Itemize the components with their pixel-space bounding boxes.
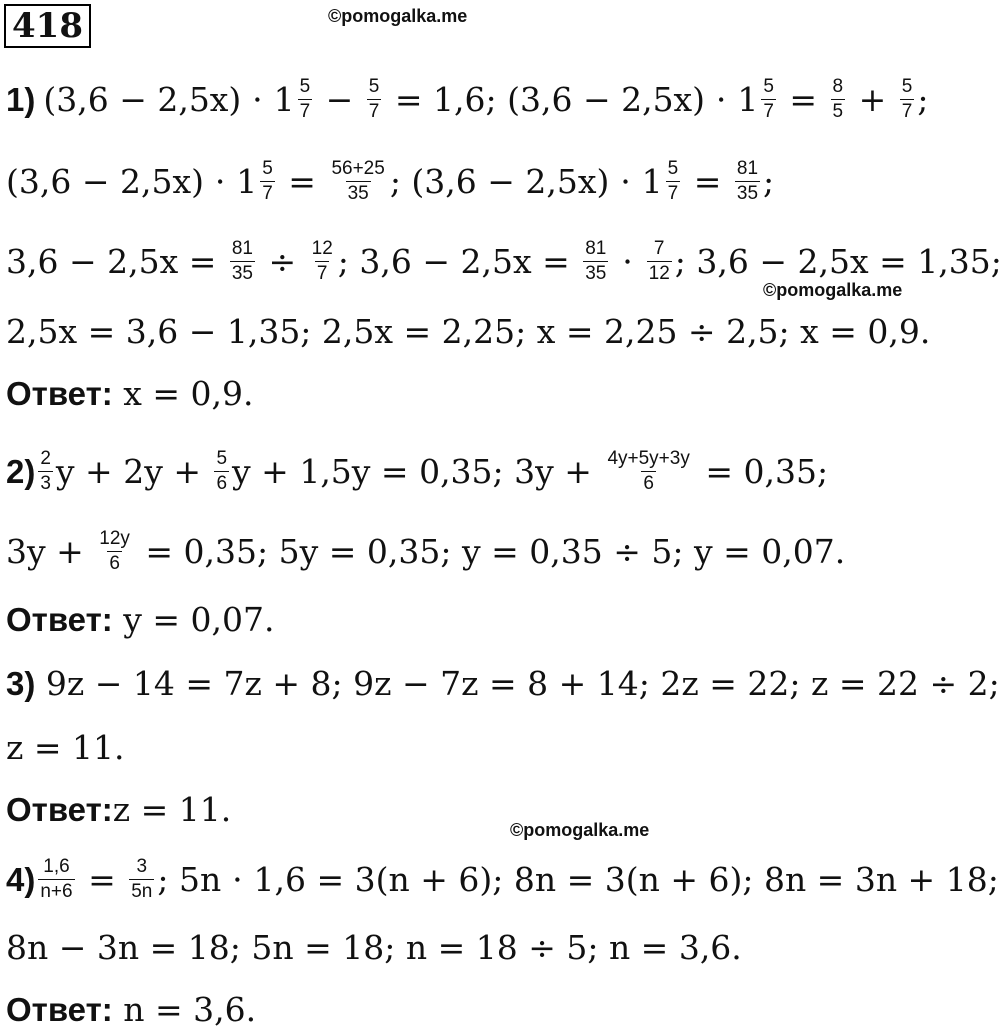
watermark: ©pomogalka.me (510, 820, 650, 840)
fraction: $\frac{5}{7}$ (299, 76, 311, 122)
problem-4-line-1: 4) $\frac{1,6}{n+6}$ = $\frac{3}{5n}$ ; 5n ⋅ 1,6 = 3(n + 6); 8n = 3(n + 6); 8n = 3n + 18; (6, 856, 999, 902)
watermark: ©pomogalka.me (763, 280, 903, 300)
fraction: $\frac{4y+5y+3y}{6}$ (607, 448, 690, 494)
answer-label: Ответ: (6, 791, 113, 828)
fraction: $\frac{56+25}{35}$ (331, 158, 385, 204)
problem-label: 2) (6, 452, 36, 490)
answer-label: Ответ: (6, 601, 113, 638)
watermark: ©pomogalka.me (328, 6, 468, 26)
problem-label: 1) (6, 80, 36, 118)
fraction: $\frac{7}{12}$ (648, 238, 670, 284)
fraction: $\frac{1,6}{n+6}$ (40, 856, 73, 902)
fraction: $\frac{8}{5}$ (832, 76, 844, 122)
fraction: $\frac{12}{7}$ (311, 238, 333, 284)
problem-4-answer: Ответ: n = 3,6. (6, 990, 257, 1029)
fraction: $\frac{81}{35}$ (736, 158, 759, 204)
fraction: $\frac{5}{6}$ (216, 448, 228, 494)
fraction: $\frac{5}{7}$ (262, 158, 273, 204)
fraction: $\frac{5}{7}$ (901, 76, 913, 122)
answer-label: Ответ: (6, 375, 113, 412)
problem-2-line-1: 2) $\frac{2}{3}$ y + 2y + $\frac{5}{6}$ y + 1,5y = 0,35; 3y + $\frac{4y+5y+3y}{6}$ = 0,35; (6, 448, 829, 494)
problem-3-answer: Ответ: z = 11. (6, 790, 232, 829)
problem-2-line-2: 3y + $\frac{12y}{6}$ = 0,35; 5y = 0,35; y = 0,35 ÷ 5; y = 0,07. (6, 528, 846, 574)
problem-1-line-1: 1) (3,6 − 2,5x) ⋅ 1 $\frac{5}{7}$ − $\frac{5}{7}$ = 1,6; (3,6 − 2,5x) ⋅ 1 $\frac{5}{7}$ = $\frac{8}{5}$ + $\frac{5}{7}$ ; (6, 76, 929, 122)
problem-1-line-4: 2,5x = 3,6 − 1,35; 2,5x = 2,25; x = 2,25 ÷ 2,5; x = 0,9. (6, 312, 931, 351)
task-number: 418 (4, 4, 91, 48)
problem-2-answer: Ответ: y = 0,07. (6, 600, 275, 639)
problem-label: 4) (6, 860, 36, 898)
problem-3-line-2: z = 11. (6, 728, 125, 767)
problem-3-line-1: 3) 9z − 14 = 7z + 8; 9z − 7z = 8 + 14; 2z = 22; z = 22 ÷ 2; (6, 664, 1000, 703)
fraction: $\frac{2}{3}$ (40, 448, 51, 494)
fraction: $\frac{5}{7}$ (667, 158, 679, 204)
fraction: $\frac{3}{5n}$ (131, 856, 153, 902)
fraction: $\frac{12y}{6}$ (99, 528, 130, 574)
fraction: $\frac{81}{35}$ (231, 238, 253, 284)
fraction: $\frac{5}{7}$ (368, 76, 380, 122)
problem-1-answer: Ответ: x = 0,9. (6, 374, 254, 413)
fraction: $\frac{81}{35}$ (585, 238, 607, 284)
problem-label: 3) (6, 665, 36, 702)
fraction: $\frac{5}{7}$ (763, 76, 774, 122)
answer-label: Ответ: (6, 991, 113, 1028)
problem-4-line-2: 8n − 3n = 18; 5n = 18; n = 18 ÷ 5; n = 3,6. (6, 928, 742, 967)
problem-1-line-3: 3,6 − 2,5x = $\frac{81}{35}$ ÷ $\frac{12}{7}$ ; 3,6 − 2,5x = $\frac{81}{35}$ ⋅ $\frac{7}{12}$ ; 3,6 − 2,5x = 1,35; (6, 238, 1002, 284)
problem-1-line-2: (3,6 − 2,5x) ⋅ 1 $\frac{5}{7}$ = $\frac{56+25}{35}$ ; (3,6 − 2,5x) ⋅ 1 $\frac{5}{7}$ = $\frac{81}{35}$ ; (6, 158, 775, 204)
